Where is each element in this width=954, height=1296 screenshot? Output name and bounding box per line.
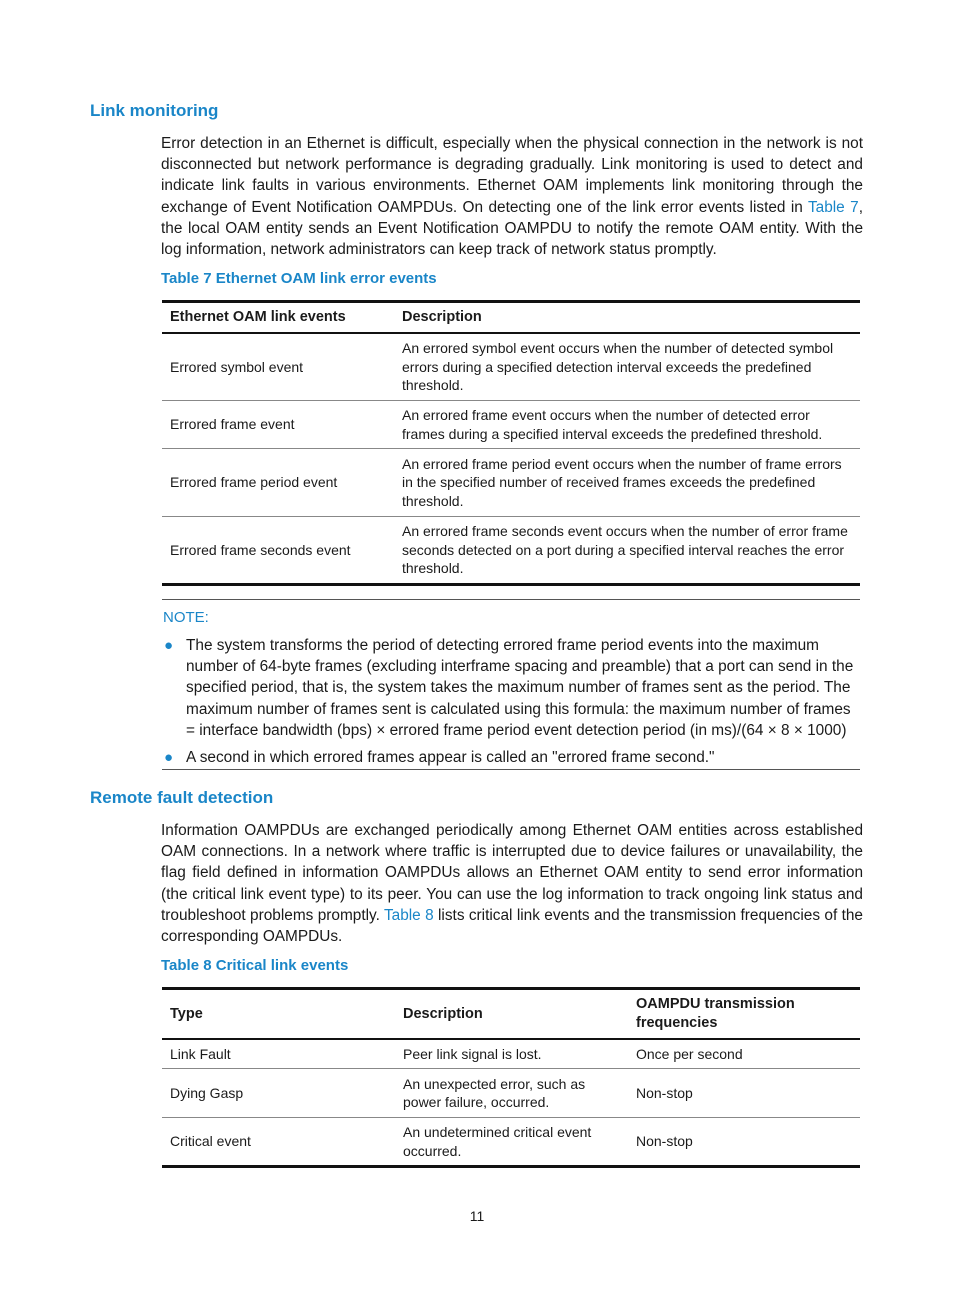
description-cell: An errored frame period event occurs when the number of frame errors in the specified number of received frames exceeds the predefined threshold.: [394, 449, 860, 517]
note-item: [164, 747, 862, 768]
table-row: [162, 1118, 860, 1167]
description-cell: An undetermined critical event occurred.: [395, 1118, 628, 1167]
type-cell: Link Fault: [162, 1039, 395, 1069]
event-cell: Errored symbol event: [162, 333, 394, 401]
column-header-frequency: OAMPDU transmission frequencies: [628, 989, 860, 1039]
section-heading-link-monitoring: Link monitoring: [90, 101, 219, 120]
column-header-description: Description: [395, 989, 628, 1039]
paragraph-text: lists critical link events and the transmission frequencies of the corresponding OAMPDUs.: [161, 906, 863, 946]
event-cell: Errored frame seconds event: [162, 517, 394, 585]
type-cell: Dying Gasp: [162, 1069, 395, 1118]
paragraph-text: , the local OAM entity sends an Event Notification OAMPDU to notify the remote OAM entity. With the log information, network administrators can keep track of network status promptly.: [161, 198, 863, 259]
note-label: NOTE:: [163, 609, 209, 626]
frequency-cell: Non-stop: [628, 1118, 860, 1167]
note-item: [164, 635, 862, 741]
event-cell: Errored frame event: [162, 401, 394, 449]
table-8: [162, 987, 860, 1168]
table-header-row: [162, 302, 860, 333]
note-item-text: A second in which errored frames appear is called an "errored frame second.": [186, 749, 715, 766]
event-cell: Errored frame period event: [162, 449, 394, 517]
frequency-cell: Once per second: [628, 1039, 860, 1069]
table-8-link[interactable]: Table 8: [383, 906, 434, 924]
paragraph-text: Information OAMPDUs are exchanged periodically among Ethernet OAM entities across established OAM connections. In a network where traffic is interrupted due to device failures or unavailability, the flag field defined in information OAMPDUs allows an Ethernet OAM entity to send error information (the critical link event type) to its peer. You can use the log information to track ongoing link status and troubleshoot problems promptly.: [161, 822, 863, 924]
column-header-description: Description: [394, 302, 860, 333]
table-7: [162, 300, 860, 586]
remote-fault-paragraph: [161, 820, 863, 947]
description-cell: An unexpected error, such as power failure, occurred.: [395, 1069, 628, 1118]
bullet-icon: ●: [164, 637, 174, 654]
description-cell: Peer link signal is lost.: [395, 1039, 628, 1069]
table-row: [162, 449, 860, 517]
table-row: [162, 1069, 860, 1118]
type-cell: Critical event: [162, 1118, 395, 1167]
table-7-link[interactable]: Table 7: [807, 198, 859, 216]
frequency-cell: Non-stop: [628, 1069, 860, 1118]
note-box: [162, 599, 860, 770]
paragraph-text: Error detection in an Ethernet is difficult, especially when the physical connection in the network is not disconnected but network performance is degrading gradually. Link monitoring is used to detect and indicate link faults in various environments. Ethernet OAM implements link monitoring through the exchange of Event Notification OAMPDUs. On detecting one of the link error events listed in: [161, 135, 863, 216]
table-row: [162, 1039, 860, 1069]
note-item-text: The system transforms the period of detecting errored frame period events into the maximum number of 64-byte frames (excluding interframe spacing and preamble) that a port can send in the specified period, that is, the system takes the maximum number of frames sent as the period. The maximum number of frames sent is calculated using this formula: the maximum number of frames = interface bandwidth (bps) × errored frame period event detection period (in ms)/(64 × 8 × 1000): [186, 637, 854, 739]
page-number: 11: [469, 1208, 485, 1224]
section-heading-remote-fault-detection: Remote fault detection: [90, 788, 274, 807]
bullet-icon: ●: [164, 749, 174, 766]
table-8-caption: Table 8 Critical link events: [161, 957, 349, 974]
table-row: [162, 401, 860, 449]
table-7-caption: Table 7 Ethernet OAM link error events: [161, 270, 437, 287]
description-cell: An errored frame event occurs when the number of detected error frames during a specified interval exceeds the predefined threshold.: [394, 401, 860, 449]
description-cell: An errored frame seconds event occurs when the number of error frame seconds detected on a port during a specified interval reaches the error threshold.: [394, 517, 860, 585]
description-cell: An errored symbol event occurs when the number of detected symbol errors during a specified detection interval exceeds the predefined threshold.: [394, 333, 860, 401]
table-row: [162, 517, 860, 585]
column-header-events: Ethernet OAM link events: [162, 302, 394, 333]
link-monitoring-paragraph: [161, 133, 863, 260]
table-header-row: [162, 989, 860, 1039]
table-row: [162, 333, 860, 401]
column-header-type: Type: [162, 989, 395, 1039]
